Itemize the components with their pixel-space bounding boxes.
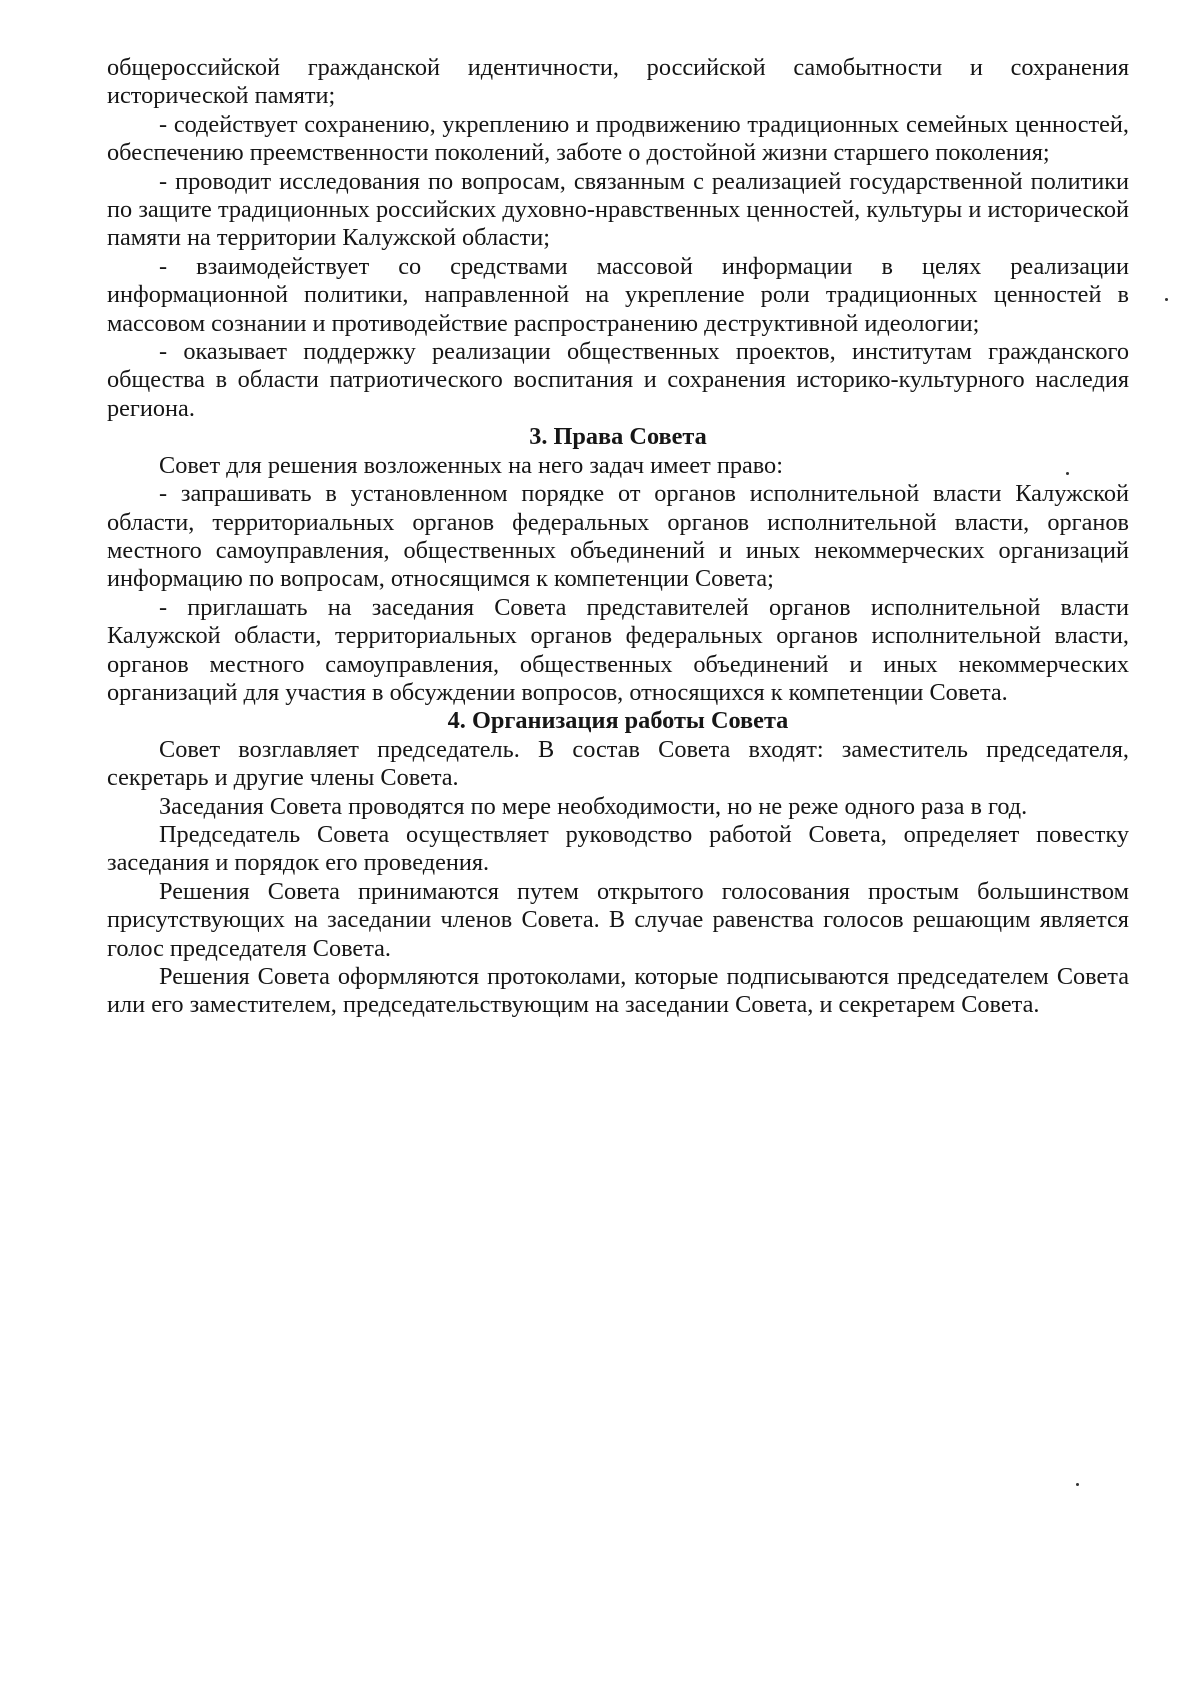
scan-speck — [1076, 1483, 1079, 1486]
scan-speck — [1165, 298, 1168, 301]
paragraph: Заседания Совета проводятся по мере необходимости, но не реже одного раза в год. — [159, 792, 1028, 820]
paragraph: Совет возглавляет председатель. В состав Совета входят: заместитель председателя, секретарь и другие члены Совета. — [107, 735, 1129, 792]
section-3-intro: Совет для решения возложенных на него задач имеет право: — [159, 451, 783, 479]
paragraph: Решения Совета оформляются протоколами, которые подписываются председателем Совета или его заместителем, председательствующим на заседании Совета, и секретарем Совета. — [107, 963, 1129, 1019]
section-3-heading: 3. Права Совета — [529, 423, 707, 451]
section-4-heading: 4. Организация работы Совета — [447, 707, 789, 735]
document-page — [107, 54, 1129, 1020]
list-item: - содействует сохранению, укреплению и продвижению традиционных семейных ценностей, обеспечению преемственности поколений, заботе о достойной жизни старшего поколения; — [107, 110, 1129, 167]
list-item: - проводит исследования по вопросам, связанным с реализацией государственной политики по защите традиционных российских духовно-нравственных ценностей, культуры и исторической памяти на территории Калужской области; — [107, 167, 1129, 252]
list-item: - взаимодействует со средствами массовой информации в целях реализации информационной политики, направленной на укрепление роли традиционных ценностей в массовом сознании и противодействие распространению деструктивной идеологии; — [107, 252, 1129, 337]
paragraph: Решения Совета принимаются путем открытого голосования простым большинством присутствующих на заседании членов Совета. В случае равенства голосов решающим является голос председателя Совета. — [107, 877, 1129, 962]
list-item: - оказывает поддержку реализации общественных проектов, институтам гражданского общества в области патриотического воспитания и сохранения историко-культурного наследия региона. — [107, 338, 1129, 422]
list-item: - запрашивать в установленном порядке от органов исполнительной власти Калужской области, территориальных органов федеральных органов исполнительной власти, органов местного самоуправления, общественных объединений и иных некоммерческих организаций информацию по вопросам, относящимся к компетенции Совета; — [107, 480, 1129, 593]
scan-speck — [1066, 472, 1069, 475]
continuation-paragraph: общероссийской гражданской идентичности, российской самобытности и сохранения исторической памяти; — [107, 54, 1129, 110]
list-item: - приглашать на заседания Совета представителей органов исполнительной власти Калужской области, территориальных органов федеральных органов исполнительной власти, органов местного самоуправления, общественных объединений и иных некоммерческих организаций для участия в обсуждении вопросов, относящихся к компетенции Совета. — [107, 593, 1129, 706]
paragraph: Председатель Совета осуществляет руководство работой Совета, определяет повестку заседания и порядок его проведения. — [107, 820, 1129, 877]
